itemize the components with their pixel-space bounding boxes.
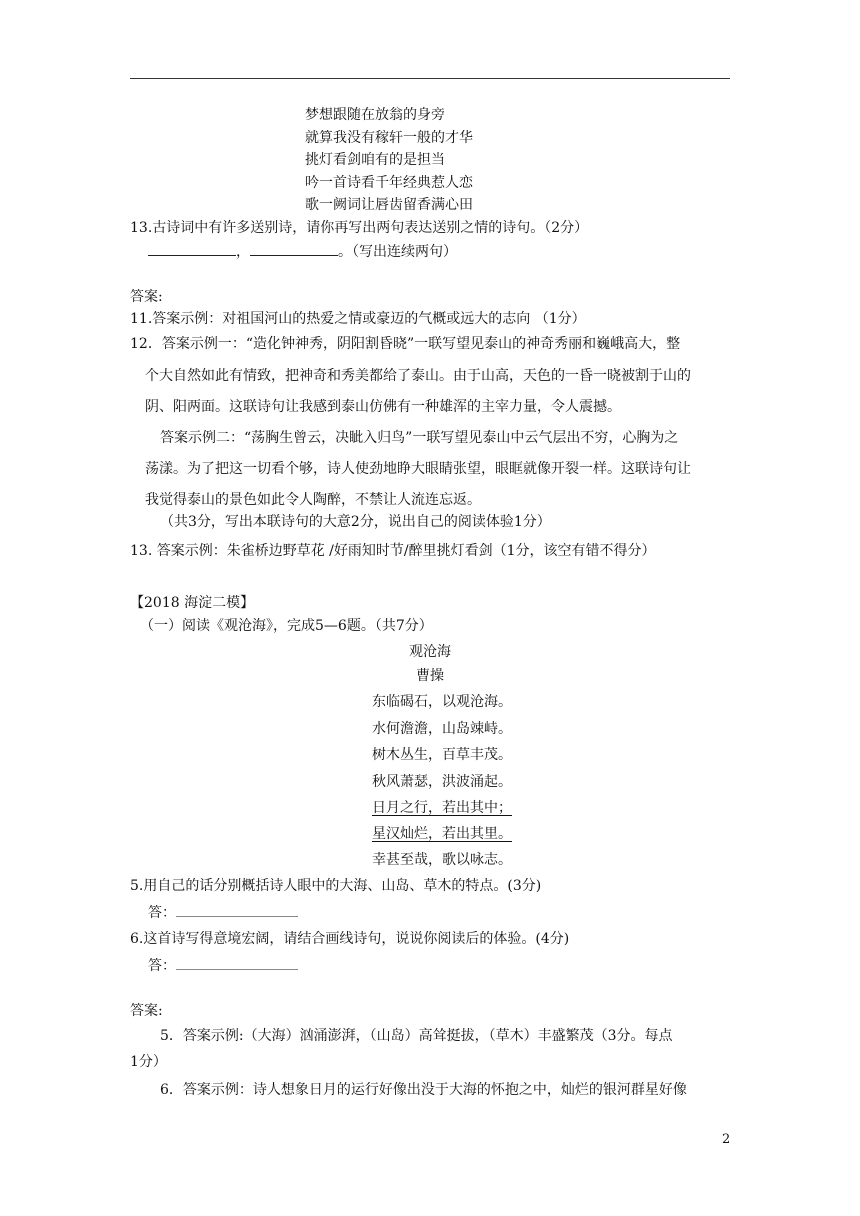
answer-5-line: 5．答案示例:（大海）汹涌澎湃，（山岛）高耸挺拔，（草木）丰盛繁茂（3分。每点 — [160, 1028, 673, 1044]
answer-12-line: 阴、阳两面。这联诗句让我感到泰山仿佛有一种雄浑的主宰力量，令人震撼。 — [145, 399, 621, 415]
header-rule — [130, 78, 730, 79]
poem-line: 水何澹澹，山岛竦峙。 — [372, 721, 512, 737]
lyric-line: 歌一阙词让唇齿留香满心田 — [305, 197, 473, 213]
question-6: 6.这首诗写得意境宏阔，请结合画线诗句，说说你阅读后的体验。(4分) — [130, 931, 570, 947]
poem-line: 树木丛生，百草丰茂。 — [372, 747, 512, 763]
poem-line: 秋风萧瑟，洪波涌起。 — [372, 774, 512, 790]
blank-instruction: 。（写出连续两句） — [338, 244, 457, 260]
poem-title: 观沧海 — [409, 644, 451, 660]
answer-12-line: 我觉得泰山的景色如此令人陶醉，不禁让人流连忘返。 — [145, 492, 481, 508]
poem-line: 幸甚至哉，歌以咏志。 — [372, 852, 512, 868]
poem-line-underlined: 日月之行，若出其中； — [372, 800, 512, 816]
answer-blank[interactable] — [176, 902, 298, 917]
blank-separator: ， — [236, 244, 250, 260]
answer-blank[interactable] — [148, 241, 236, 256]
lyric-line: 挑灯看剑咱有的是担当 — [305, 152, 445, 168]
answer-12-scoring: （共3分，写出本联诗句的大意2分，说出自己的阅读体验1分） — [160, 514, 551, 530]
poem-line: 东临碣石，以观沧海。 — [372, 694, 512, 710]
answers-label: 答案: — [130, 1003, 163, 1019]
answer-line-6 — [148, 955, 298, 976]
lyric-line: 就算我没有稼轩一般的才华 — [305, 130, 473, 146]
answer-12-line: 荡漾。为了把这一切看个够，诗人使劲地睁大眼睛张望，眼眶就像开裂一样。这联诗句让 — [145, 461, 691, 477]
answer-11: 11.答案示例：对祖国河山的热爱之情或豪迈的气概或远大的志向 （1分） — [130, 311, 586, 327]
question-13: 13.古诗词中有许多送别诗，请你再写出两句表达送别之情的诗句。（2分） — [130, 220, 589, 236]
answer-12-line: 个大自然如此有情致，把神奇和秀美都给了泰山。由于山高，天色的一昏一晓被割于山的 — [145, 368, 691, 384]
question-13-blanks — [148, 241, 457, 262]
page-number: 2 — [722, 1132, 731, 1147]
answer-12-line: 12．答案示例一：“造化钟神秀，阴阳割昏晓”一联写望见泰山的神奇秀丽和巍峨高大，整 — [130, 336, 681, 352]
poem-line-underlined: 星汉灿烂，若出其里。 — [372, 826, 512, 842]
answer-13: 13. 答案示例：朱雀桥边野草花 /好雨知时节/醉里挑灯看剑（1分，该空有错不得分） — [130, 543, 656, 559]
answer-5-line: 1分） — [130, 1054, 167, 1070]
question-5: 5.用自己的话分别概括诗人眼中的大海、山岛、草木的特点。(3分) — [130, 878, 542, 894]
answer-prefix: 答： — [148, 905, 176, 921]
answers-label: 答案: — [130, 289, 163, 305]
answer-6-line: 6．答案示例：诗人想象日月的运行好像出没于大海的怀抱之中，灿烂的银河群星好像 — [160, 1082, 687, 1098]
answer-blank[interactable] — [176, 955, 298, 970]
answer-12-line: 答案示例二：“荡胸生曾云，决眦入归鸟”一联写望见泰山中云气层出不穷，心胸为之 — [160, 430, 679, 446]
lyric-line: 吟一首诗看千年经典惹人恋 — [305, 175, 473, 191]
section-header: 【2018 海淀二模】 — [130, 595, 255, 611]
answer-line-5 — [148, 902, 298, 923]
answer-prefix: 答： — [148, 958, 176, 974]
answer-blank[interactable] — [250, 241, 338, 256]
lyric-line: 梦想跟随在放翁的身旁 — [305, 107, 445, 123]
poem-author: 曹操 — [416, 668, 444, 684]
section-intro: （一）阅读《观沧海》，完成5—6题。（共7分） — [140, 618, 433, 634]
